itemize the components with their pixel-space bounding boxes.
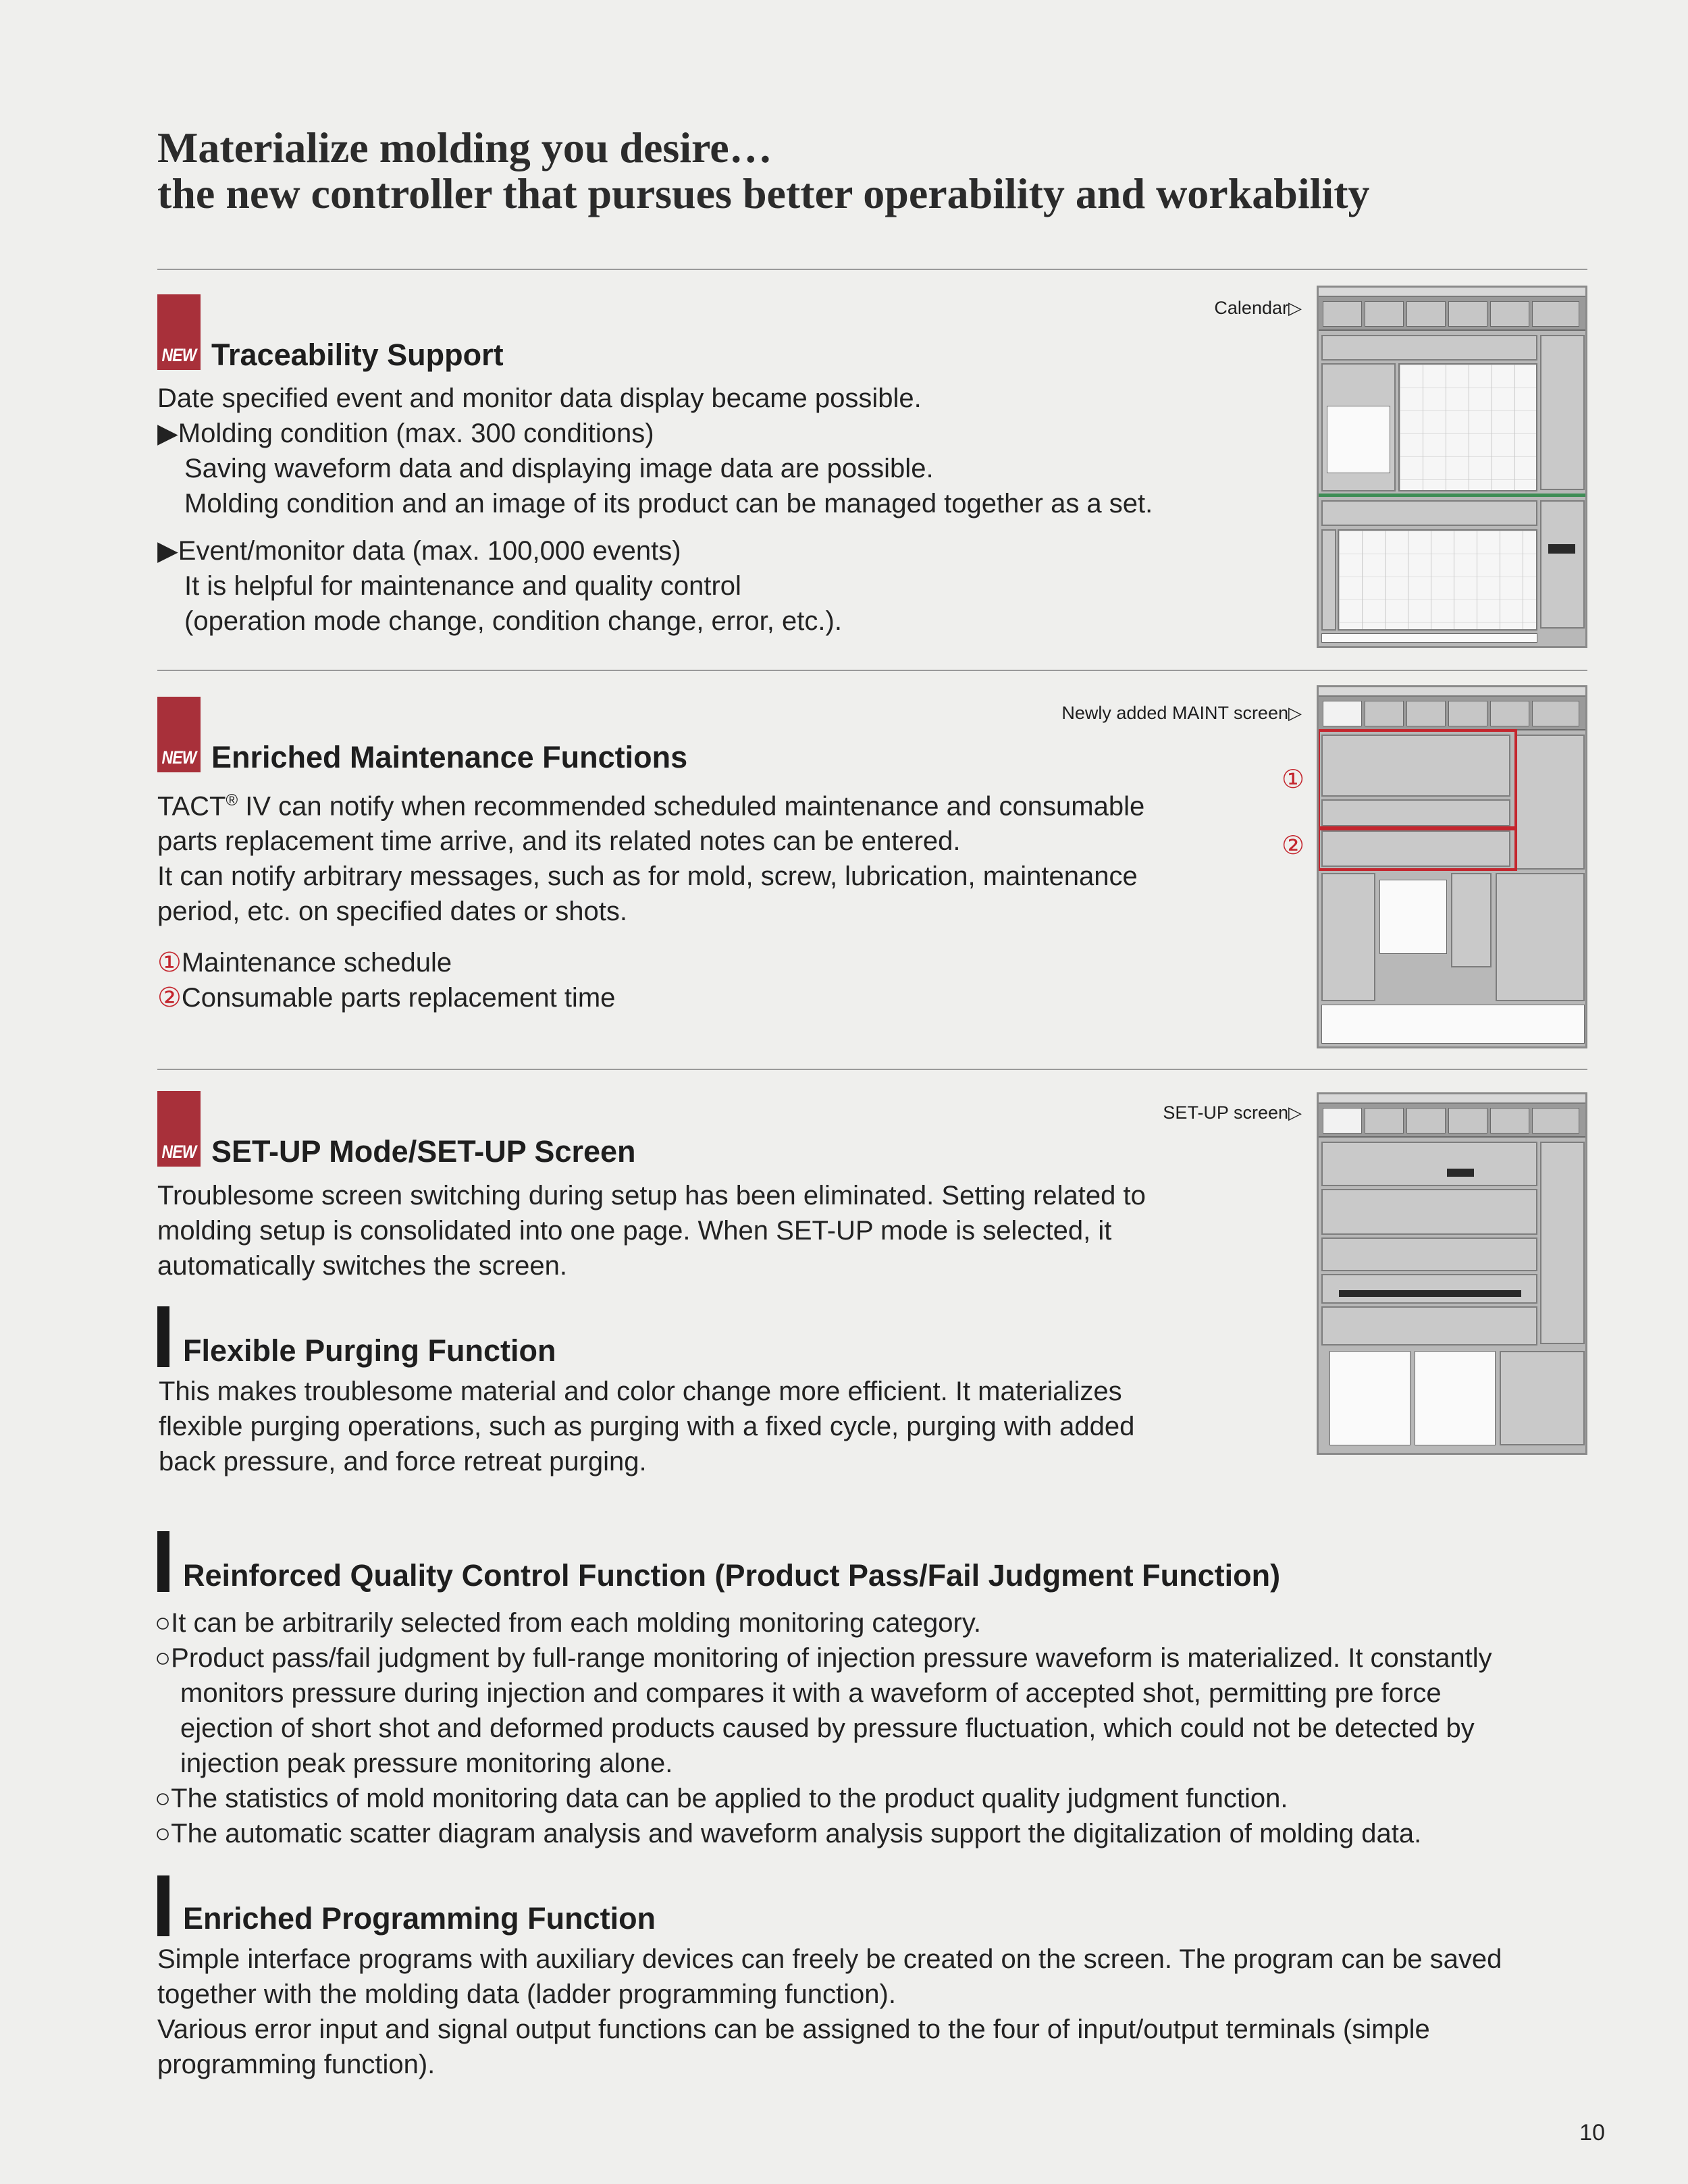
callout-marker-2: ② [1282, 832, 1305, 860]
screenshot-maint [1317, 685, 1587, 1048]
circle-bullet-icon: ○ [155, 1643, 172, 1673]
circled-number-2: ② [157, 983, 182, 1013]
section-title-purging: Flexible Purging Function [183, 1333, 556, 1368]
maintenance-line: period, etc. on specified dates or shots. [157, 897, 627, 927]
headline-line-1: Materialize molding you desire… [157, 124, 772, 171]
traceability-bullet-2-line: (operation mode change, condition change, error, etc.). [184, 606, 842, 636]
circle-bullet-icon: ○ [155, 1608, 172, 1638]
traceability-intro: Date specified event and monitor data display became possible. [157, 383, 922, 413]
page-number: 10 [1579, 2120, 1605, 2146]
setup-body [157, 1178, 1146, 1283]
section-title-programming: Enriched Programming Function [183, 1901, 656, 1936]
circle-bullet-icon: ○ [155, 1784, 172, 1813]
section-title-setup: SET-UP Mode/SET-UP Screen [211, 1134, 636, 1169]
section-bar [157, 1875, 169, 1936]
maintenance-item-2: Consumable parts replacement time [181, 983, 616, 1013]
section-bar [157, 1531, 169, 1592]
setup-line: automatically switches the screen. [157, 1251, 567, 1281]
purging-body [159, 1374, 1134, 1479]
traceability-body [157, 381, 1153, 639]
caption-calendar: Calendar▷ [1214, 298, 1302, 318]
traceability-bullet-1-line: Saving waveform data and displaying image data are possible. [184, 454, 934, 483]
traceability-bullet-1: Molding condition (max. 300 conditions) [178, 419, 654, 448]
quality-item: The automatic scatter diagram analysis and waveform analysis support the digitalization of molding data. [171, 1819, 1422, 1848]
purging-line: flexible purging operations, such as purging with a fixed cycle, purging with added [159, 1412, 1135, 1441]
registered-mark: ® [226, 791, 238, 809]
programming-line: together with the molding data (ladder programming function). [157, 1979, 896, 2009]
circled-number-1: ① [157, 948, 182, 978]
bullet-triangle-icon: ▶ [157, 536, 178, 566]
purging-line: back pressure, and force retreat purging. [159, 1447, 647, 1476]
divider [157, 1069, 1587, 1070]
tact-label: TACT [157, 791, 226, 822]
callout-marker-1: ① [1282, 766, 1305, 794]
bullet-triangle-icon: ▶ [157, 419, 178, 448]
maintenance-body [157, 783, 1144, 1015]
new-badge: NEW [157, 294, 201, 370]
programming-line: Various error input and signal output functions can be assigned to the four of input/output terminals (simple [157, 2015, 1430, 2044]
quality-item: Product pass/fail judgment by full-range monitoring of injection pressure waveform is materialized. It constantly [171, 1643, 1492, 1673]
headline-line-2: the new controller that pursues better operability and workability [157, 169, 1370, 217]
quality-item-continued: injection peak pressure monitoring alone. [180, 1749, 673, 1778]
caption-maint-screen: Newly added MAINT screen▷ [1061, 703, 1302, 723]
new-badge: NEW [157, 697, 201, 772]
quality-item-continued: ejection of short shot and deformed products caused by pressure fluctuation, which could not be detected by [180, 1713, 1475, 1743]
screenshot-calendar [1317, 286, 1587, 648]
maintenance-line: It can notify arbitrary messages, such as for mold, screw, lubrication, maintenance [157, 861, 1138, 892]
divider [157, 670, 1587, 671]
quality-body [155, 1605, 1492, 1851]
programming-body [157, 1942, 1502, 2082]
traceability-bullet-2-line: It is helpful for maintenance and quality control [184, 571, 741, 601]
quality-item: It can be arbitrarily selected from each molding monitoring category. [171, 1608, 981, 1638]
pointer-triangle-icon: ▷ [1288, 1102, 1302, 1123]
pointer-triangle-icon: ▷ [1288, 703, 1302, 723]
page-headline [157, 125, 1609, 217]
programming-line: programming function). [157, 2050, 436, 2079]
maintenance-item-1: Maintenance schedule [181, 948, 452, 978]
new-badge: NEW [157, 1091, 201, 1167]
circle-bullet-icon: ○ [155, 1819, 172, 1848]
caption-setup-screen: SET-UP screen▷ [1163, 1102, 1302, 1123]
quality-item-continued: monitors pressure during injection and compares it with a waveform of accepted shot, permitting pre force [180, 1678, 1442, 1708]
traceability-bullet-2: Event/monitor data (max. 100,000 events) [178, 536, 681, 566]
section-title-quality: Reinforced Quality Control Function (Product Pass/Fail Judgment Function) [183, 1558, 1281, 1593]
maintenance-line: IV can notify when recommended scheduled maintenance and consumable [238, 791, 1145, 822]
programming-line: Simple interface programs with auxiliary devices can freely be created on the screen. The program can be saved [157, 1944, 1502, 1974]
quality-item: The statistics of mold monitoring data can be applied to the product quality judgment function. [171, 1784, 1288, 1813]
pointer-triangle-icon: ▷ [1288, 298, 1302, 318]
section-title-maintenance: Enriched Maintenance Functions [211, 740, 688, 774]
traceability-bullet-1-line: Molding condition and an image of its product can be managed together as a set. [184, 489, 1153, 518]
section-bar [157, 1306, 169, 1367]
divider [157, 269, 1587, 270]
maintenance-line: parts replacement time arrive, and its related notes can be entered. [157, 826, 961, 857]
purging-line: This makes troublesome material and color change more efficient. It materializes [159, 1377, 1122, 1406]
setup-line: molding setup is consolidated into one page. When SET-UP mode is selected, it [157, 1216, 1112, 1246]
screenshot-setup [1317, 1092, 1587, 1455]
setup-line: Troublesome screen switching during setup has been eliminated. Setting related to [157, 1181, 1146, 1210]
section-title-traceability: Traceability Support [211, 338, 504, 372]
